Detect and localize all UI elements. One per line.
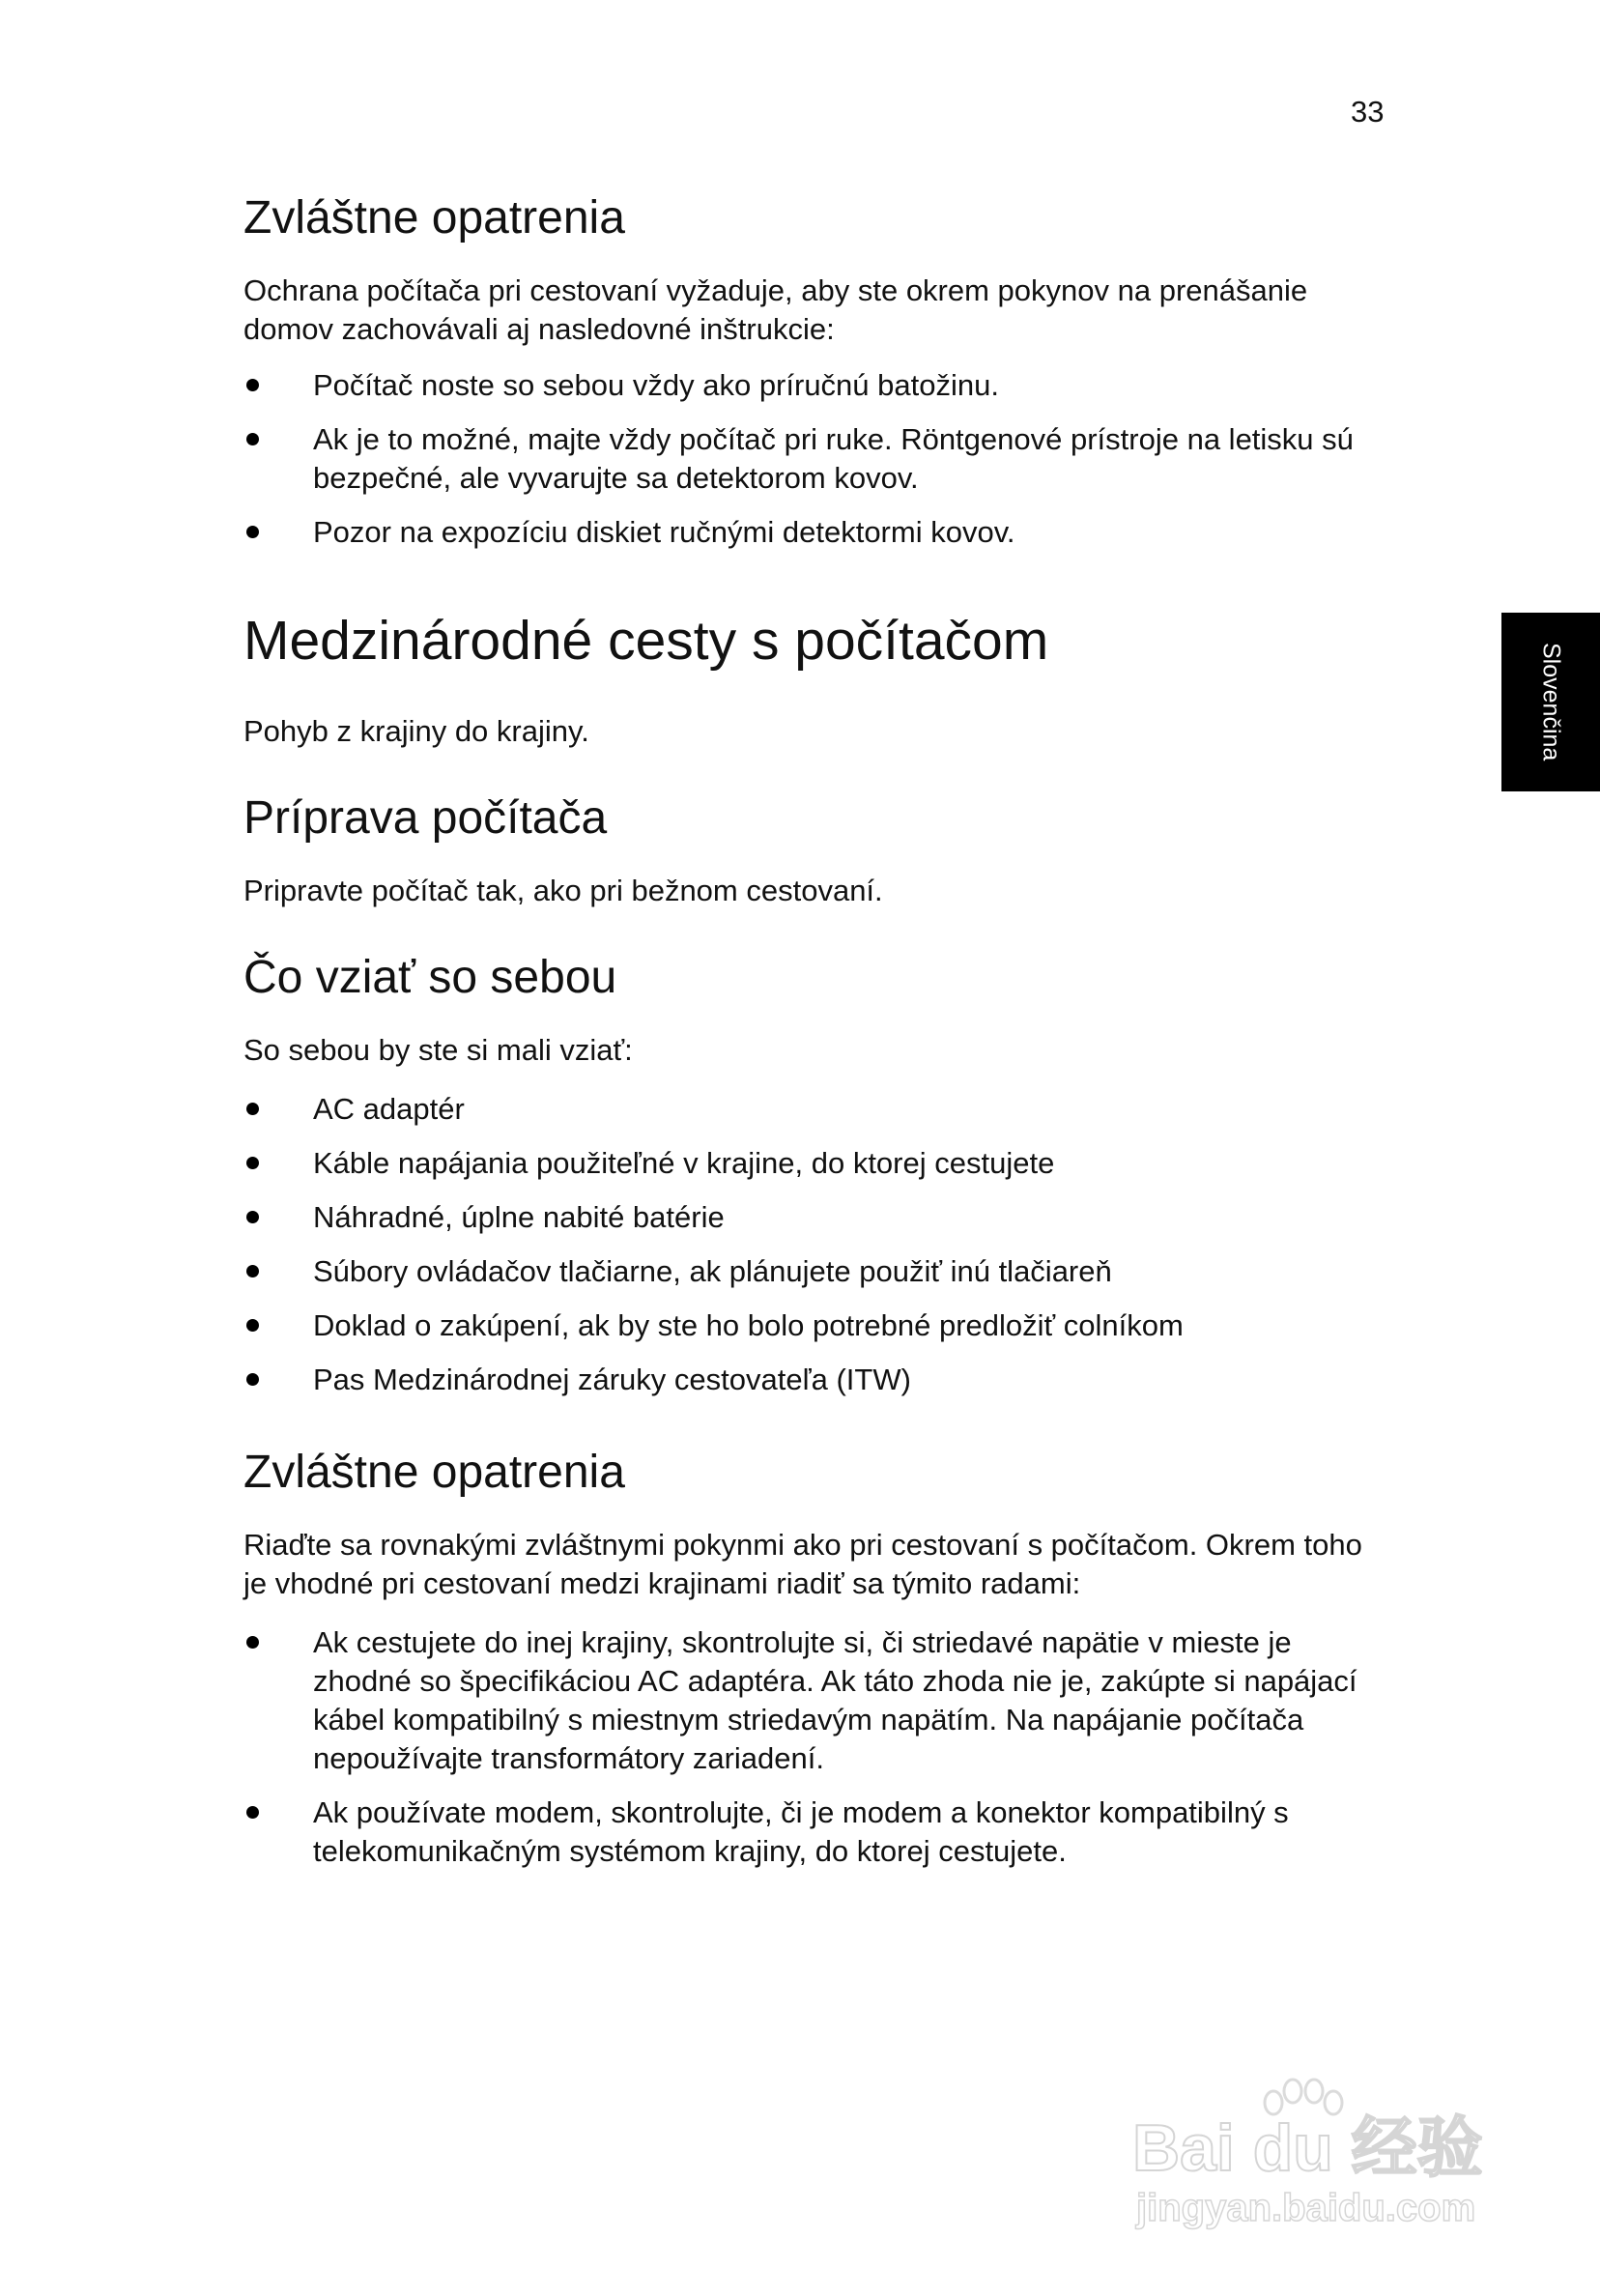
- list-item: [243, 420, 1388, 498]
- list-item: [243, 366, 1388, 405]
- section-paragraph: Ochrana počítača pri cestovaní vyžaduje, aby ste okrem pokynov na prenášanie domov zachovávali aj nasledovné inštrukcie:: [243, 273, 1308, 347]
- paw-icon: [1265, 2080, 1342, 2114]
- bullet-icon: [246, 1806, 259, 1819]
- list-item: [243, 1361, 1388, 1399]
- chapter-heading: Medzinárodné cesty s počítačom: [243, 610, 1049, 673]
- list-item: [243, 1623, 1388, 1778]
- bullet-icon: [246, 526, 259, 538]
- bullet-icon: [246, 379, 259, 391]
- bullet-list: [243, 1623, 1388, 1871]
- list-item: [243, 1090, 1388, 1129]
- section-paragraph: So sebou by ste si mali vziať:: [243, 1033, 633, 1068]
- list-item-text: Ak cestujete do inej krajiny, skontrolujte si, či striedavé napätie v mieste je zhodné so špecifikáciou AC adaptéra. Ak táto zhoda nie je, zakúpte si napájací kábel kompatibilný s miestnym striedavým napätím. Na napájanie počítača nepoužívajte transformátory zariadení.: [313, 1625, 1357, 1776]
- watermark-url: jingyan.baidu.com: [1136, 2187, 1476, 2229]
- list-item: [243, 1198, 1388, 1237]
- bullet-icon: [246, 1265, 259, 1277]
- list-item-text: AC adaptér: [313, 1092, 465, 1127]
- section-heading: Čo vziať so sebou: [243, 951, 617, 1003]
- watermark-logo-text: Bai du 经验: [1132, 2111, 1483, 2185]
- section-paragraph: Pripravte počítač tak, ako pri bežnom cestovaní.: [243, 873, 883, 907]
- bullet-icon: [246, 1103, 259, 1115]
- section-heading: Zvláštne opatrenia: [243, 192, 625, 244]
- list-item-text: Pas Medzinárodnej záruky cestovateľa (ITW): [313, 1363, 911, 1397]
- list-item-text: Doklad o zakúpení, ak by ste ho bolo potrebné predložiť colníkom: [313, 1308, 1184, 1343]
- bullet-list: [243, 1090, 1388, 1399]
- bullet-icon: [246, 1157, 259, 1169]
- page-content: [243, 191, 1388, 1871]
- list-item-text: Ak je to možné, majte vždy počítač pri ruke. Röntgenové prístroje na letisku sú bezpečné, ale vyvarujte sa detektorom kovov.: [313, 422, 1354, 496]
- bullet-icon: [246, 1636, 259, 1649]
- section-paragraph: Riaďte sa rovnakými zvláštnymi pokynmi ako pri cestovaní s počítačom. Okrem toho je vhodné pri cestovaní medzi krajinami riadiť sa týmito radami:: [243, 1528, 1362, 1601]
- baidu-watermark: [1121, 2047, 1507, 2240]
- section-paragraph: Pohyb z krajiny do krajiny.: [243, 713, 589, 748]
- section-heading: Príprava počítača: [243, 791, 608, 844]
- list-item-text: Súbory ovládačov tlačiarne, ak plánujete použiť inú tlačiareň: [313, 1254, 1112, 1289]
- bullet-icon: [246, 1319, 259, 1332]
- list-item: [243, 1144, 1388, 1183]
- list-item: [243, 1794, 1388, 1871]
- bullet-icon: [246, 1373, 259, 1386]
- bullet-icon: [246, 1211, 259, 1223]
- page-number: 33: [1351, 95, 1385, 129]
- bullet-list: [243, 366, 1388, 552]
- section-heading: Zvláštne opatrenia: [243, 1447, 625, 1499]
- list-item: [243, 513, 1388, 552]
- bullet-icon: [246, 433, 259, 445]
- list-item-text: Počítač noste so sebou vždy ako príručnú batožinu.: [313, 368, 999, 403]
- list-item: [243, 1306, 1388, 1345]
- list-item-text: Káble napájania použiteľné v krajine, do ktorej cestujete: [313, 1146, 1055, 1181]
- list-item-text: Náhradné, úplne nabité batérie: [313, 1200, 725, 1235]
- list-item-text: Ak používate modem, skontrolujte, či je modem a konektor kompatibilný s telekomunikačným systémom krajiny, do ktorej cestujete.: [313, 1795, 1289, 1869]
- list-item-text: Pozor na expozíciu diskiet ručnými detektormi kovov.: [313, 515, 1015, 550]
- language-side-tab: [1501, 613, 1600, 791]
- language-side-tab-label: Slovenčina: [1537, 643, 1565, 761]
- list-item: [243, 1252, 1388, 1291]
